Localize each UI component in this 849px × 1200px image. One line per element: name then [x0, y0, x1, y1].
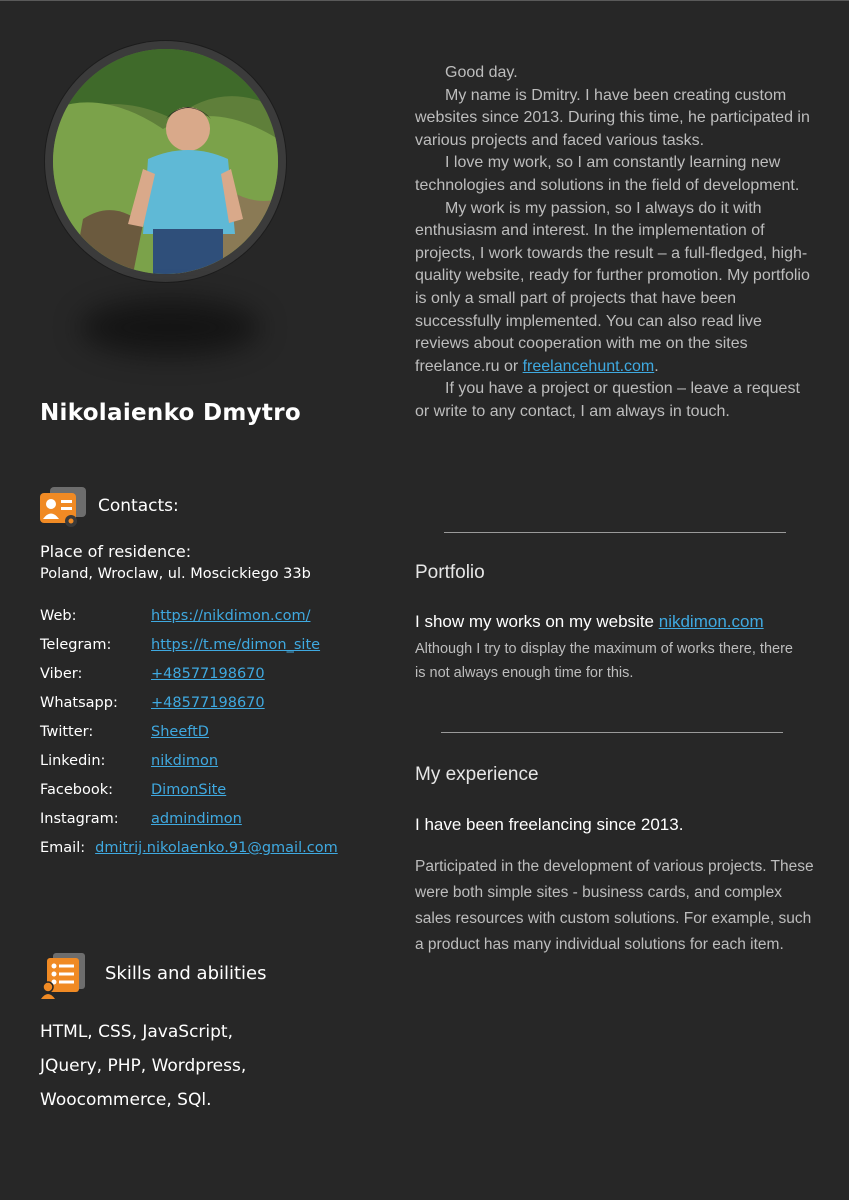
- portfolio-site-link[interactable]: nikdimon.com: [658, 612, 764, 631]
- skills-icon: [41, 953, 91, 1003]
- divider-1: [444, 532, 786, 533]
- freelancehunt-link[interactable]: freelancehunt.com: [522, 357, 655, 375]
- contact-list: [40, 608, 338, 869]
- contact-label: Telegram:: [40, 637, 112, 653]
- skills-line: HTML, CSS, JavaScript,: [40, 1022, 233, 1042]
- greeting: Good day.: [445, 64, 518, 81]
- portfolio-subtitle-text: I show my works on my website: [415, 612, 659, 631]
- contact-row-telegram: [40, 637, 338, 666]
- residence-value: Poland, Wroclaw, ul. Moscickiego 33b: [40, 566, 311, 582]
- contact-label: Instagram:: [40, 811, 119, 827]
- person-name: Nikolaienko Dmytro: [40, 400, 301, 426]
- contact-row-email: [40, 840, 338, 869]
- contacts-icon: [40, 487, 88, 533]
- profile-photo-frame: [45, 41, 286, 282]
- skills-list: [40, 1015, 340, 1117]
- contact-label: Email:: [40, 840, 86, 856]
- email-link[interactable]: dmitrij.nikolaenko.91@gmail.com: [95, 840, 338, 856]
- contacts-heading: Contacts:: [98, 496, 179, 516]
- contact-row-twitter: [40, 724, 338, 753]
- contact-label: Twitter:: [40, 724, 94, 740]
- instagram-link[interactable]: admindimon: [151, 811, 242, 827]
- twitter-link[interactable]: SheeftD: [151, 724, 209, 740]
- intro-paragraph-3-text: My work is my passion, so I always do it with enthusiasm and interest. In the implementation of projects, I work towards the result – a full-fledged, high-quality website, ready for further promotion. My portfolio is only a small part of projects that have been successfully implemented. You can also read live reviews about cooperation with me on the sites freelance.ru or: [415, 199, 810, 375]
- residence-label: Place of residence:: [40, 542, 192, 561]
- experience-subtitle: I have been freelancing since 2013.: [415, 815, 684, 834]
- contact-row-web: [40, 608, 338, 637]
- skills-heading: Skills and abilities: [105, 963, 267, 984]
- contact-label: Web:: [40, 608, 77, 624]
- intro-paragraph-4: If you have a project or question – leave a request or write to any contact, I am always in touch.: [415, 380, 800, 420]
- photo-shadow: [80, 300, 260, 355]
- intro-paragraph-2: I love my work, so I am constantly learning new technologies and solutions in the field of development.: [415, 154, 800, 194]
- skills-line: Woocommerce, SQl.: [40, 1090, 212, 1110]
- intro-paragraph-1: My name is Dmitry. I have been creating custom websites since 2013. During this time, he participated in various projects and faced various tasks.: [415, 86, 810, 149]
- top-border: [0, 0, 849, 1]
- contact-label: Viber:: [40, 666, 83, 682]
- contact-label: Whatsapp:: [40, 695, 118, 711]
- portfolio-subtitle: [415, 612, 835, 632]
- skills-line: JQuery, PHP, Wordpress,: [40, 1056, 247, 1076]
- experience-text: Participated in the development of various projects. These were both simple sites - business cards, and complex sales resources with custom solutions. For example, such a product has many individual solutions for each item.: [415, 858, 814, 953]
- intro-text: [415, 62, 810, 424]
- profile-photo: [53, 49, 278, 274]
- intro-paragraph-3: [415, 198, 810, 379]
- intro-paragraph-3-end: .: [654, 357, 659, 375]
- portfolio-text: Although I try to display the maximum of works there, there is not always enough time for this.: [415, 641, 793, 681]
- facebook-link[interactable]: DimonSite: [151, 782, 227, 798]
- contact-row-linkedin: [40, 753, 338, 782]
- web-link[interactable]: https://nikdimon.com/: [151, 608, 311, 624]
- viber-link[interactable]: +48577198670: [151, 666, 265, 682]
- whatsapp-link[interactable]: +48577198670: [151, 695, 265, 711]
- experience-heading: My experience: [415, 764, 539, 785]
- contact-row-facebook: [40, 782, 338, 811]
- contact-row-viber: [40, 666, 338, 695]
- linkedin-link[interactable]: nikdimon: [151, 753, 219, 769]
- contact-label: Facebook:: [40, 782, 114, 798]
- contact-row-whatsapp: [40, 695, 338, 724]
- portfolio-heading: Portfolio: [415, 562, 485, 583]
- contact-label: Linkedin:: [40, 753, 106, 769]
- telegram-link[interactable]: https://t.me/dimon_site: [151, 637, 321, 653]
- divider-2: [441, 732, 783, 733]
- contact-row-instagram: [40, 811, 338, 840]
